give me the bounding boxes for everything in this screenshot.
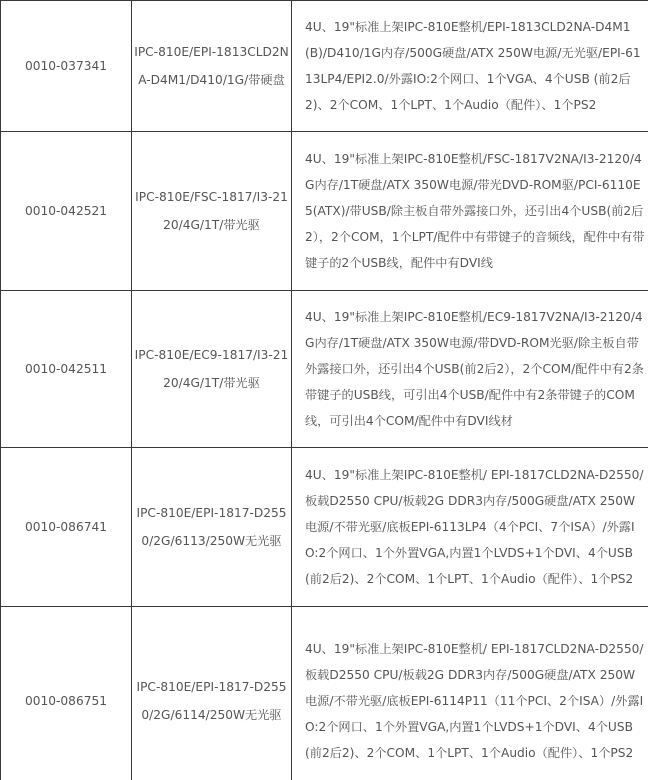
description-cell: 4U、19"标准上架IPC-810E整机/FSC-1817V2NA/I3-2120/4G内存/1T硬盘/ATX 350W电源/带光DVD-ROM驱/PCI-6110E5(ATX)/带USB/除主板自带外露接口外，还引出4个USB(前2后2），2个COM，1个LPT/配件中有带键子的音频线，配件中有带键子的2个USB线，配件中有DVI线 <box>292 132 648 291</box>
part-number-cell: 0010-086751 <box>1 607 132 780</box>
table-row <box>1 607 648 780</box>
model-cell: IPC-810E/EC9-1817/I3-2120/4G/1T/带光驱 <box>132 291 292 448</box>
part-number-cell: 0010-086741 <box>1 448 132 607</box>
description-cell: 4U、19"标准上架IPC-810E整机/EPI-1813CLD2NA-D4M1(B)/D410/1G内存/500G硬盘/ATX 250W电源/无光驱/EPI-6113LP4/EPI2.0/外露IO:2个网口、1个VGA、4个USB (前2后2)、2个COM、1个LPT、1个Audio（配件）、1个PS2 <box>292 1 648 132</box>
description-cell: 4U、19"标准上架IPC-810E整机/ EPI-1817CLD2NA-D2550/板载D2550 CPU/板载2G DDR3内存/500G硬盘/ATX 250W电源/不带光驱/底板EPI-6114P11（11个PCI、2个ISA）/外露IO:2个网口、1个外置VGA,内置1个LVDS+1个DVI、4个USB(前2后2)、2个COM、1个LPT、1个Audio（配件）、1个PS2 <box>292 607 648 780</box>
model-cell: IPC-810E/EPI-1817-D2550/2G/6113/250W无光驱 <box>132 448 292 607</box>
model-cell: IPC-810E/FSC-1817/I3-2120/4G/1T/带光驱 <box>132 132 292 291</box>
description-cell: 4U、19"标准上架IPC-810E整机/EC9-1817V2NA/I3-2120/4G内存/1T硬盘/ATX 350W电源/带DVD-ROM光驱/除主板自带外露接口外，还引出4个USB(前2后2），2个COM/配件中有2条带键子的USB线，可引出4个USB/配件中有2条带键子的COM线，可引出4个COM/配件中有DVI线材 <box>292 291 648 448</box>
table-row <box>1 448 648 607</box>
table-row <box>1 291 648 448</box>
part-number-cell: 0010-037341 <box>1 1 132 132</box>
part-number-cell: 0010-042511 <box>1 291 132 448</box>
model-cell: IPC-810E/EPI-1813CLD2NA-D4M1/D410/1G/带硬盘 <box>132 1 292 132</box>
part-number-cell: 0010-042521 <box>1 132 132 291</box>
table-row <box>1 1 648 132</box>
model-cell: IPC-810E/EPI-1817-D2550/2G/6114/250W无光驱 <box>132 607 292 780</box>
table-row <box>1 132 648 291</box>
description-cell: 4U、19"标准上架IPC-810E整机/ EPI-1817CLD2NA-D2550/板载D2550 CPU/板载2G DDR3内存/500G硬盘/ATX 250W电源/不带光驱/底板EPI-6113LP4（4个PCI、7个ISA）/外露IO:2个网口、1个外置VGA,内置1个LVDS+1个DVI、4个USB(前2后2)、2个COM、1个LPT、1个Audio（配件）、1个PS2 <box>292 448 648 607</box>
